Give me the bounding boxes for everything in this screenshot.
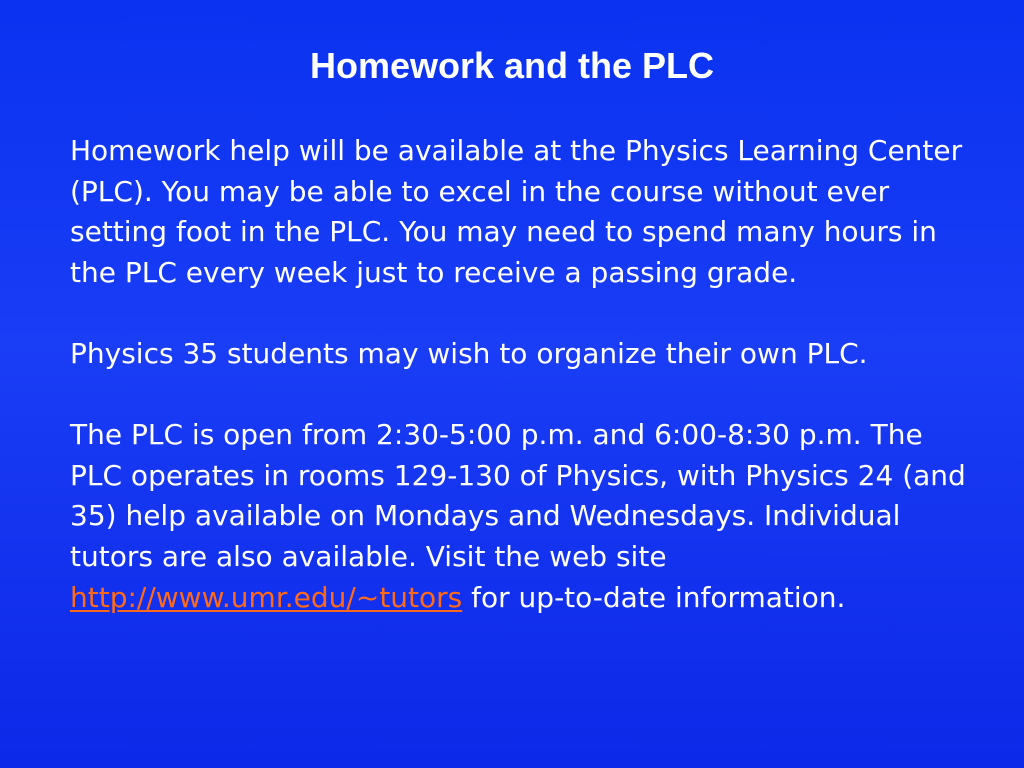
paragraph-plc-hours [70,415,970,618]
slide-title: Homework and the PLC [309,45,715,86]
slide-body [70,131,970,618]
plc-hours-text: The PLC is open from 2:30-5:00 p.m. and 6:00-8:30 p.m. The PLC operates in rooms 129-130 of Physics, with Physics 24 (and 35) help available on Mondays and Wednesdays. Individual tutors are also available. Visit the web site [70,418,966,573]
tutors-link[interactable]: http://www.umr.edu/~tutors [70,580,463,614]
paragraph-plc-intro: Homework help will be available at the Physics Learning Center (PLC). You may be able to excel in the course without ever setting foot in the PLC. You may need to spend many hours in the PLC every week just to receive a passing grade. [70,134,963,289]
paragraph-physics35: Physics 35 students may wish to organize their own PLC. [70,336,868,370]
plc-info-text: for up-to-date information. [462,580,846,614]
